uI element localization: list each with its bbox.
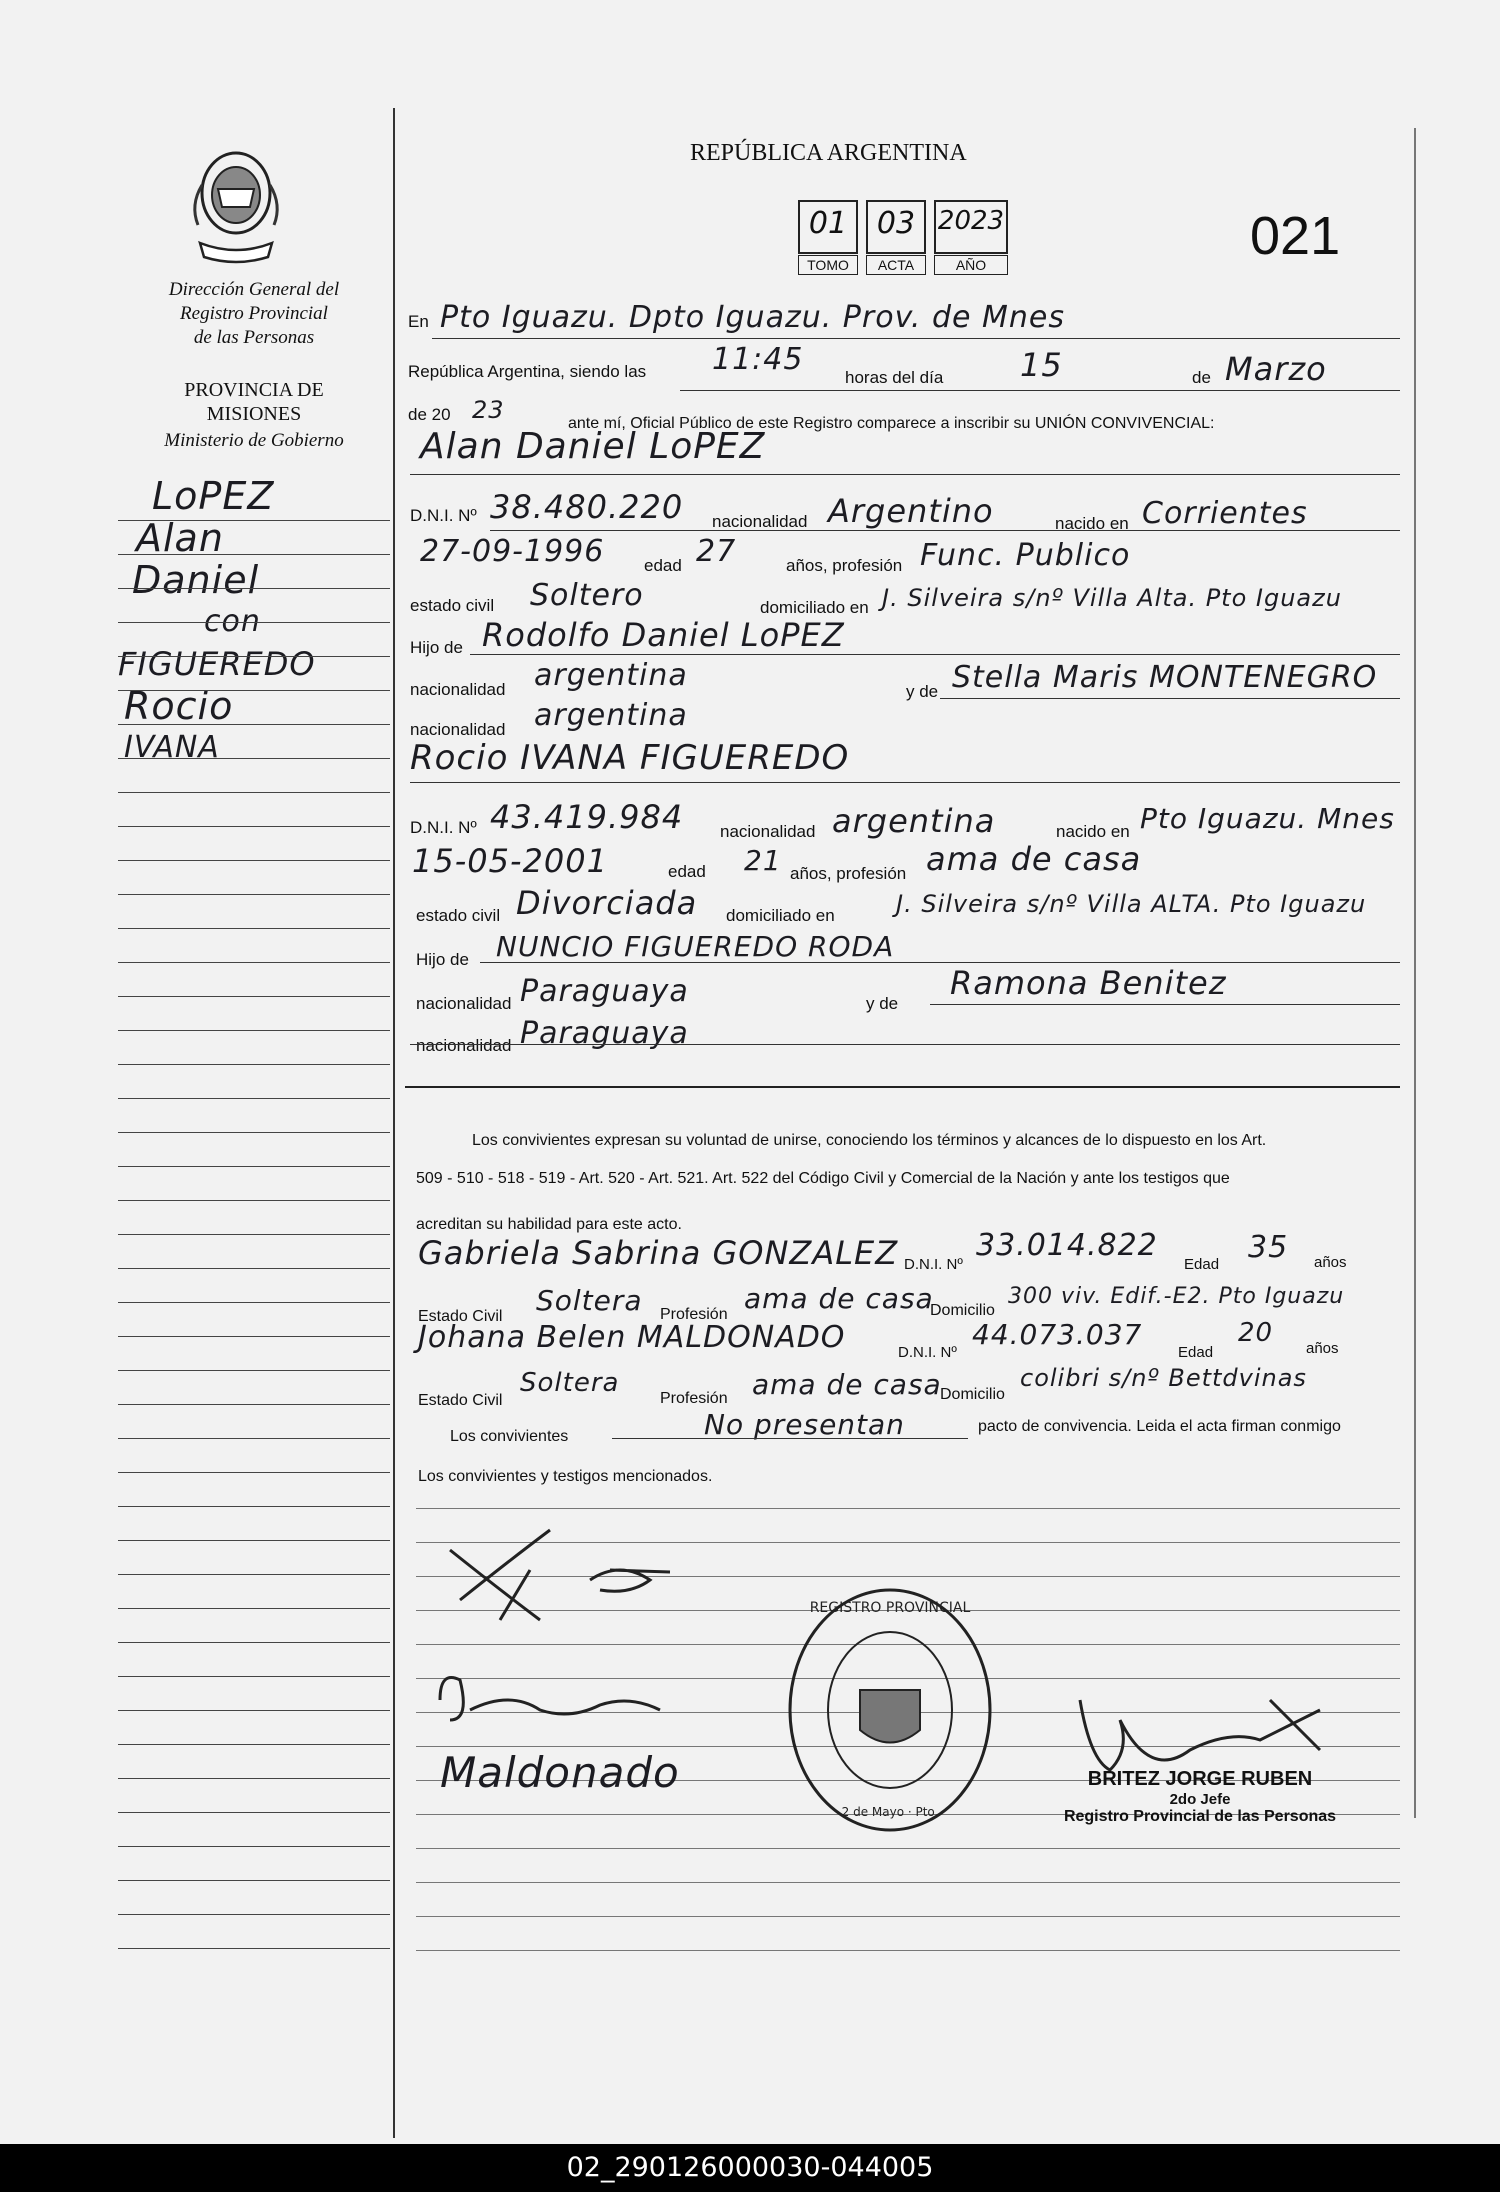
ruled-line <box>118 1574 390 1575</box>
party1-birthdate: 27-09-1996 <box>420 534 605 569</box>
ruled-line <box>118 996 390 997</box>
profesion-label: Profesión <box>660 1390 728 1407</box>
ruled-line <box>118 1846 390 1847</box>
hour-value: 11:45 <box>712 342 804 377</box>
ruled-line <box>416 1916 1400 1917</box>
declaration-line-2: 509 - 510 - 518 - 519 - Art. 520 - Art. 521. Art. 522 del Código Civil y Comercial de la Nación y ante los testigos que <box>416 1170 1230 1187</box>
place-value: Pto Iguazu. Dpto Iguazu. Prov. de Mnes <box>440 300 1065 335</box>
svg-text:2 de Mayo · Pto.: 2 de Mayo · Pto. <box>841 1805 939 1819</box>
anos-label: años <box>1306 1340 1339 1357</box>
ministry-name: Ministerio de Gobierno <box>164 430 344 451</box>
nacionalidad-label: nacionalidad <box>720 822 816 841</box>
edad-label: Edad <box>1178 1344 1214 1361</box>
party1-name: Alan Daniel LoPEZ <box>420 426 766 467</box>
party2-birthdate: 15-05-2001 <box>412 842 608 880</box>
witness1-name: Gabriela Sabrina GONZALEZ <box>418 1234 899 1272</box>
ruled-line <box>118 1200 390 1201</box>
witness1-age: 35 <box>1248 1230 1289 1265</box>
party1-profession: Func. Publico <box>920 538 1131 573</box>
party1-birthplace: Corrientes <box>1142 496 1308 531</box>
signature-witness1 <box>430 1660 670 1740</box>
ruled-line <box>118 1336 390 1337</box>
ruled-line <box>118 1030 390 1031</box>
acta-label: ACTA <box>866 255 926 275</box>
nacido-label: nacido en <box>1055 514 1129 533</box>
ruled-line <box>416 1508 1400 1509</box>
ruled-line <box>118 724 390 725</box>
party2-father-nationality: Paraguaya <box>520 974 689 1009</box>
party2-nationality: argentina <box>832 802 996 840</box>
ano-box: 2023 <box>934 200 1008 254</box>
estado-civil-label: Estado Civil <box>418 1308 503 1325</box>
party2-mother: Ramona Benitez <box>950 964 1227 1002</box>
right-margin-line <box>1414 128 1416 1818</box>
profesion-label: años, profesión <box>790 864 907 883</box>
de-20-label: de 20 <box>408 405 451 424</box>
ruled-line <box>118 1948 390 1949</box>
party1-dni: 38.480.220 <box>490 488 684 526</box>
declaration-line-3: acreditan su habilidad para este acto. <box>416 1216 682 1233</box>
dni-label: D.N.I. Nº <box>410 506 477 525</box>
official-stamp <box>1050 1768 1350 1826</box>
ruled-line <box>118 1234 390 1235</box>
record-number: 021 <box>1250 206 1341 266</box>
nacido-label: nacido en <box>1056 822 1130 841</box>
witness2-name: Johana Belen MALDONADO <box>418 1320 846 1355</box>
ruled-line <box>118 1914 390 1915</box>
estado-civil-label: estado civil <box>416 906 501 925</box>
party2-dni: 43.419.984 <box>490 798 684 836</box>
ruled-line <box>118 554 390 555</box>
nacionalidad-label: nacionalidad <box>416 994 512 1013</box>
ruled-line <box>118 1540 390 1541</box>
ruled-line <box>118 520 390 521</box>
ruled-line <box>118 1676 390 1677</box>
party1-mother: Stella Maris MONTENEGRO <box>952 660 1378 695</box>
ruled-line <box>118 1166 390 1167</box>
edad-label: edad <box>668 862 706 881</box>
declaration-line-1: Los convivientes expresan su voluntad de unirse, conociendo los términos y alcances de lo dispuesto en los Art. <box>472 1132 1267 1149</box>
witness2-address: colibri s/nº Bettdvinas <box>1020 1364 1307 1392</box>
party2-address: J. Silveira s/nº Villa ALTA. Pto Iguazu <box>896 890 1367 918</box>
ruled-line <box>118 622 390 623</box>
y-de-label: y de <box>906 682 939 701</box>
ruled-line <box>118 1472 390 1473</box>
day-value: 15 <box>1020 346 1063 384</box>
horas-label: horas del día <box>845 368 944 387</box>
republica-label: República Argentina, siendo las <box>408 362 647 381</box>
signature-party1 <box>440 1510 700 1630</box>
party1-address: J. Silveira s/nº Villa Alta. Pto Iguazu <box>882 584 1342 612</box>
y-de-label: y de <box>866 994 899 1013</box>
ruled-line <box>118 792 390 793</box>
ruled-line <box>118 1710 390 1711</box>
ruled-line <box>118 1132 390 1133</box>
ruled-line <box>416 1950 1400 1951</box>
convivientes-label: Los convivientes <box>450 1428 569 1445</box>
party2-name: Rocio IVANA FIGUEREDO <box>410 738 850 778</box>
ruled-line <box>118 588 390 589</box>
ruled-line <box>118 1506 390 1507</box>
office-name: Dirección General del Registro Provincial de las Personas <box>168 279 340 348</box>
svg-text:REGISTRO PROVINCIAL: REGISTRO PROVINCIAL <box>809 1600 971 1616</box>
witness1-civil-status: Soltera <box>536 1284 643 1317</box>
hijo-de-label: Hijo de <box>416 950 469 969</box>
document-id-footer: 02_290126000030-044005 <box>0 2144 1500 2192</box>
month-value: Marzo <box>1225 350 1327 388</box>
party2-age: 21 <box>744 844 782 877</box>
pacto-label: pacto de convivencia. Leida el acta firman conmigo <box>978 1418 1341 1435</box>
ruled-line <box>118 1064 390 1065</box>
official-office: Registro Provincial de las Personas <box>1063 1808 1337 1825</box>
profesion-label: Profesión <box>660 1306 728 1323</box>
estado-civil-label: estado civil <box>410 596 495 615</box>
registry-seal-icon <box>780 1580 1000 1840</box>
witness1-dni: 33.014.822 <box>976 1228 1158 1263</box>
ruled-line <box>118 1642 390 1643</box>
signature-witness2: Maldonado <box>440 1748 680 1797</box>
party2-mother-nationality: Paraguaya <box>520 1016 689 1051</box>
party2-civil-status: Divorciada <box>516 884 698 922</box>
ruled-line <box>416 1848 1400 1849</box>
ruled-line <box>118 758 390 759</box>
dni-label: D.N.I. Nº <box>410 818 477 837</box>
party1-civil-status: Soltero <box>530 578 644 613</box>
witness2-age: 20 <box>1238 1318 1274 1348</box>
nacionalidad-label: nacionalidad <box>416 1036 512 1055</box>
margin-names: LoPEZ Alan Daniel con FIGUEREDO Rocio IVANA <box>118 474 316 765</box>
ruled-line <box>118 1302 390 1303</box>
ruled-line <box>118 1880 390 1881</box>
ruled-line <box>118 1778 390 1779</box>
ruled-line <box>118 1098 390 1099</box>
estado-civil-label: Estado Civil <box>418 1392 503 1409</box>
ruled-line <box>118 826 390 827</box>
witness1-profession: ama de casa <box>744 1282 934 1315</box>
anos-label: años <box>1314 1254 1347 1271</box>
page-title: REPÚBLICA ARGENTINA <box>690 140 967 166</box>
witness1-address: 300 viv. Edif.-E2. Pto Iguazu <box>1008 1284 1345 1309</box>
en-label: En <box>408 312 429 331</box>
ruled-line <box>118 1370 390 1371</box>
province-name: PROVINCIA DE MISIONES <box>184 379 324 425</box>
nacionalidad-label: nacionalidad <box>410 680 506 699</box>
ruled-line <box>118 1744 390 1745</box>
dni-label: D.N.I. Nº <box>904 1256 963 1273</box>
domiciliado-label: domiciliado en <box>760 598 869 617</box>
ruled-line <box>416 1882 1400 1883</box>
de-label: de <box>1192 368 1211 387</box>
ruled-line <box>118 1438 390 1439</box>
ruled-line <box>118 860 390 861</box>
party1-father-nationality: argentina <box>534 658 688 693</box>
firman-label: Los convivientes y testigos mencionados. <box>418 1468 713 1485</box>
party1-nationality: Argentino <box>828 492 994 530</box>
official-title: 2do Jefe <box>1169 1791 1231 1808</box>
witness2-dni: 44.073.037 <box>972 1318 1143 1351</box>
tomo-box: 01 <box>798 200 858 254</box>
party2-profession: ama de casa <box>926 840 1142 878</box>
party2-birthplace: Pto Iguazu. Mnes <box>1140 802 1395 835</box>
official-name: BRITEZ JORGE RUBEN <box>1087 1768 1313 1790</box>
ruled-line <box>118 1404 390 1405</box>
dni-label: D.N.I. Nº <box>898 1344 957 1361</box>
coat-of-arms-icon <box>180 145 292 270</box>
hijo-de-label: Hijo de <box>410 638 463 657</box>
pact-status: No presentan <box>704 1408 905 1441</box>
nacionalidad-label: nacionalidad <box>712 512 808 531</box>
tomo-label: TOMO <box>798 255 858 275</box>
ruled-line <box>118 656 390 657</box>
witness2-civil-status: Soltera <box>520 1368 620 1398</box>
ruled-line <box>118 962 390 963</box>
profesion-label: años, profesión <box>786 556 903 575</box>
domiciliado-label: domiciliado en <box>726 906 835 925</box>
party1-mother-nationality: argentina <box>534 698 688 733</box>
domicilio-label: Domicilio <box>940 1386 1005 1403</box>
party1-father: Rodolfo Daniel LoPEZ <box>482 616 845 654</box>
edad-label: Edad <box>1184 1256 1220 1273</box>
ruled-line <box>118 1608 390 1609</box>
nacionalidad-label: nacionalidad <box>410 720 506 739</box>
year-value: 23 <box>472 396 505 424</box>
left-column-divider <box>393 108 395 2138</box>
edad-label: edad <box>644 556 682 575</box>
acta-box: 03 <box>866 200 926 254</box>
domicilio-label: Domicilio <box>930 1302 995 1319</box>
ruled-line <box>118 894 390 895</box>
witness2-profession: ama de casa <box>752 1368 942 1401</box>
ruled-line <box>118 1812 390 1813</box>
ruled-line <box>118 1268 390 1269</box>
party1-age: 27 <box>696 534 737 569</box>
party2-father: NUNCIO FIGUEREDO RODA <box>496 930 895 963</box>
ruled-line <box>118 690 390 691</box>
ante-mi-label: ante mí, Oficial Público de este Registro comparece a inscribir su UNIÓN CONVIVENCIAL: <box>568 415 1215 432</box>
ano-label: AÑO <box>934 255 1008 275</box>
ruled-line <box>118 928 390 929</box>
